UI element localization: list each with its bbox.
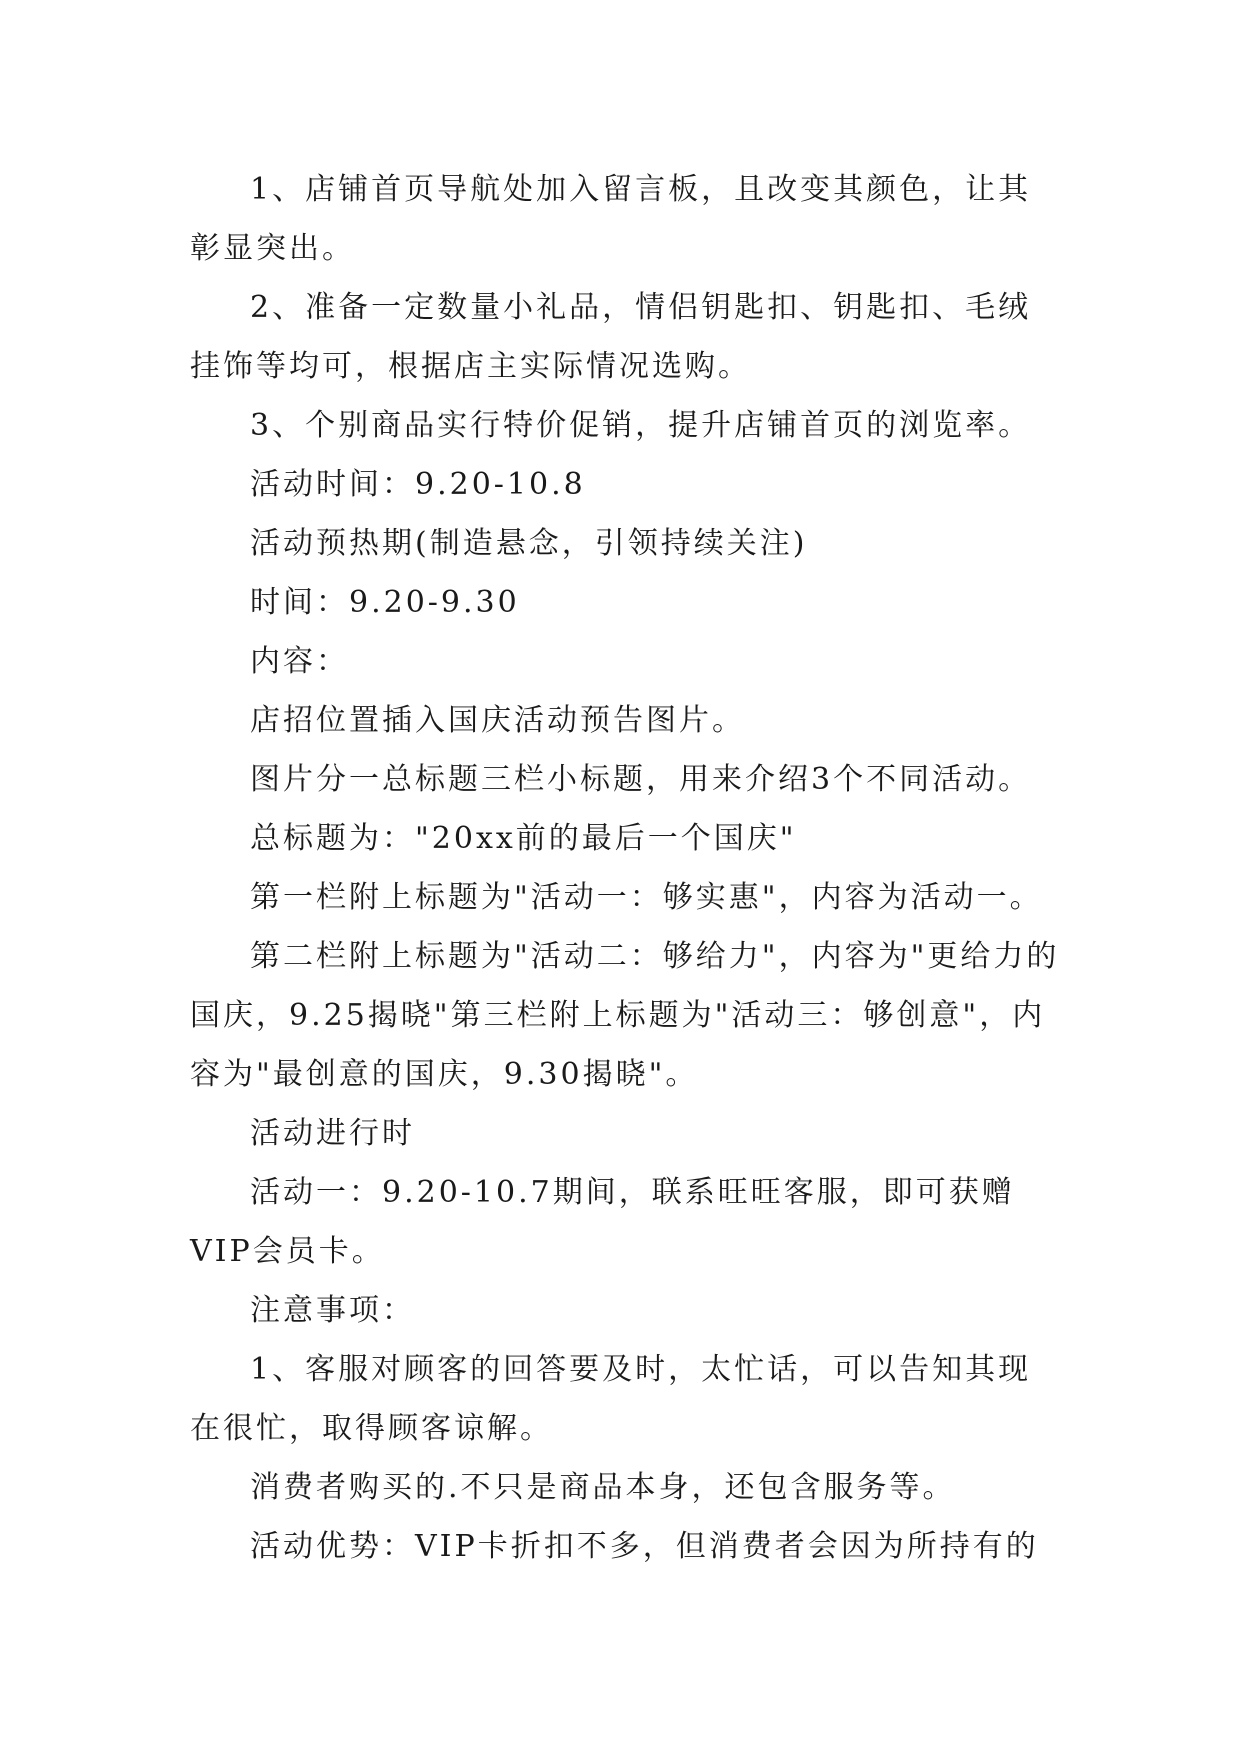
paragraph-10: 总标题为："20xx前的最后一个国庆" bbox=[250, 821, 797, 856]
paragraph-2: 2、准备一定数量小礼品，情侣钥匙扣、钥匙扣、毛绒挂饰等均可，根据店主实际情况选购。 bbox=[190, 290, 1032, 384]
document-body bbox=[190, 160, 1060, 1576]
paragraph-14: 活动一：9.20-10.7期间，联系旺旺客服，即可获赠VIP会员卡。 bbox=[190, 1175, 1015, 1269]
paragraph-9: 图片分一总标题三栏小标题，用来介绍3个不同活动。 bbox=[250, 762, 1032, 797]
paragraph-4: 活动时间：9.20-10.8 bbox=[250, 467, 586, 502]
paragraph-8: 店招位置插入国庆活动预告图片。 bbox=[250, 703, 745, 738]
paragraph-1: 1、店铺首页导航处加入留言板，且改变其颜色，让其彰显突出。 bbox=[190, 172, 1032, 266]
paragraph-12: 第二栏附上标题为"活动二：够给力"，内容为"更给力的国庆，9.25揭晓"第三栏附上标题为"活动三：够创意"，内容为"最创意的国庆，9.30揭晓"。 bbox=[190, 939, 1060, 1092]
paragraph-18: 活动优势：VIP卡折扣不多，但消费者会因为所持有的 bbox=[250, 1529, 1039, 1564]
paragraph-16: 1、客服对顾客的回答要及时，太忙话，可以告知其现在很忙，取得顾客谅解。 bbox=[190, 1352, 1032, 1446]
paragraph-6: 时间：9.20-9.30 bbox=[250, 585, 520, 620]
paragraph-13: 活动进行时 bbox=[250, 1116, 415, 1151]
paragraph-5: 活动预热期(制造悬念，引领持续关注) bbox=[250, 526, 808, 561]
paragraph-7: 内容： bbox=[250, 644, 349, 679]
paragraph-15: 注意事项： bbox=[250, 1293, 415, 1328]
paragraph-17: 消费者购买的.不只是商品本身，还包含服务等。 bbox=[250, 1470, 956, 1505]
paragraph-3: 3、个别商品实行特价促销，提升店铺首页的浏览率。 bbox=[250, 408, 1032, 443]
paragraph-11: 第一栏附上标题为"活动一：够实惠"，内容为活动一。 bbox=[250, 880, 1043, 915]
